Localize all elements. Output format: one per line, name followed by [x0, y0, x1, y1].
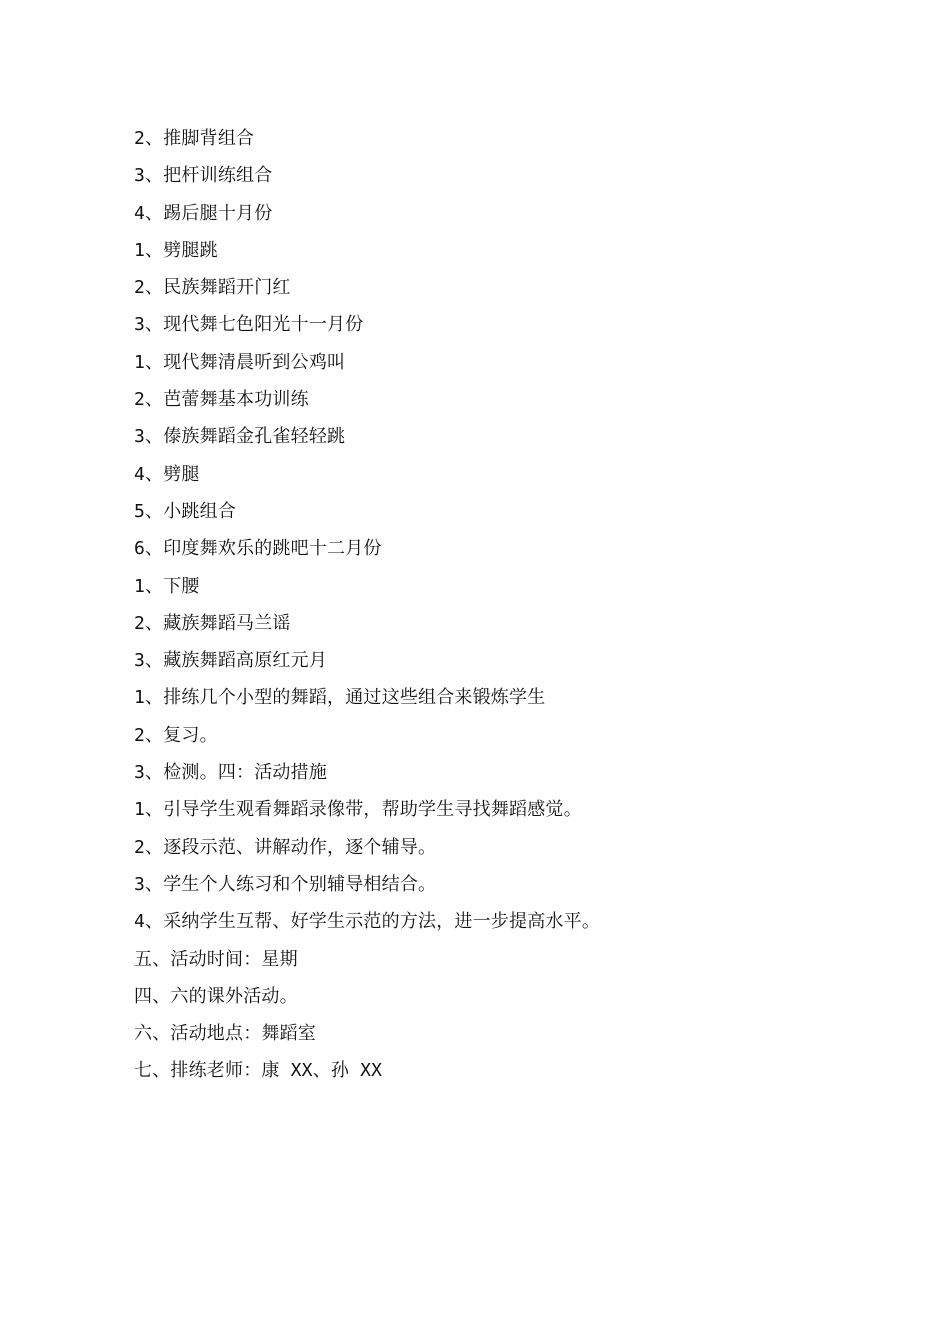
text-line: 2、民族舞蹈开门红	[134, 277, 291, 299]
text-line: 5、小跳组合	[134, 500, 237, 522]
text-line: 四、六的课外活动。	[134, 985, 298, 1007]
text-line: 3、把杆训练组合	[134, 165, 273, 187]
text-line: 4、劈腿	[134, 463, 200, 485]
document-body	[134, 120, 600, 1090]
text-line: 1、排练几个小型的舞蹈，通过这些组合来锻炼学生	[134, 687, 546, 709]
text-line: 4、踢后腿十月份	[134, 202, 273, 224]
text-line: 六、活动地点：舞蹈室	[134, 1023, 316, 1045]
text-line: 3、学生个人练习和个别辅导相结合。	[134, 873, 437, 895]
text-line: 1、下腰	[134, 575, 200, 597]
text-line: 2、推脚背组合	[134, 128, 255, 149]
text-line: 1、引导学生观看舞蹈录像带，帮助学生寻找舞蹈感觉。	[134, 799, 582, 821]
text-line: 3、现代舞七色阳光十一月份	[134, 314, 364, 336]
text-line: 2、藏族舞蹈马兰谣	[134, 612, 291, 634]
text-line: 6、印度舞欢乐的跳吧十二月份	[134, 538, 382, 560]
text-line: 2、复习。	[134, 724, 218, 746]
text-line: 五、活动时间：星期	[134, 948, 298, 970]
text-line: 3、检测。四：活动措施	[134, 762, 328, 784]
text-line: 4、采纳学生互帮、好学生示范的方法，进一步提高水平。	[134, 911, 601, 933]
text-line: 1、劈腿跳	[134, 239, 218, 261]
text-line: 3、藏族舞蹈高原红元月	[134, 650, 328, 672]
text-line: 1、现代舞清晨听到公鸡叫	[134, 351, 346, 373]
text-line: 七、排练老师：康 XX、孙 XX	[134, 1060, 383, 1082]
text-line: 2、逐段示范、讲解动作，逐个辅导。	[134, 836, 437, 858]
text-line: 2、芭蕾舞基本功训练	[134, 389, 309, 411]
text-line: 3、傣族舞蹈金孔雀轻轻跳	[134, 426, 346, 448]
